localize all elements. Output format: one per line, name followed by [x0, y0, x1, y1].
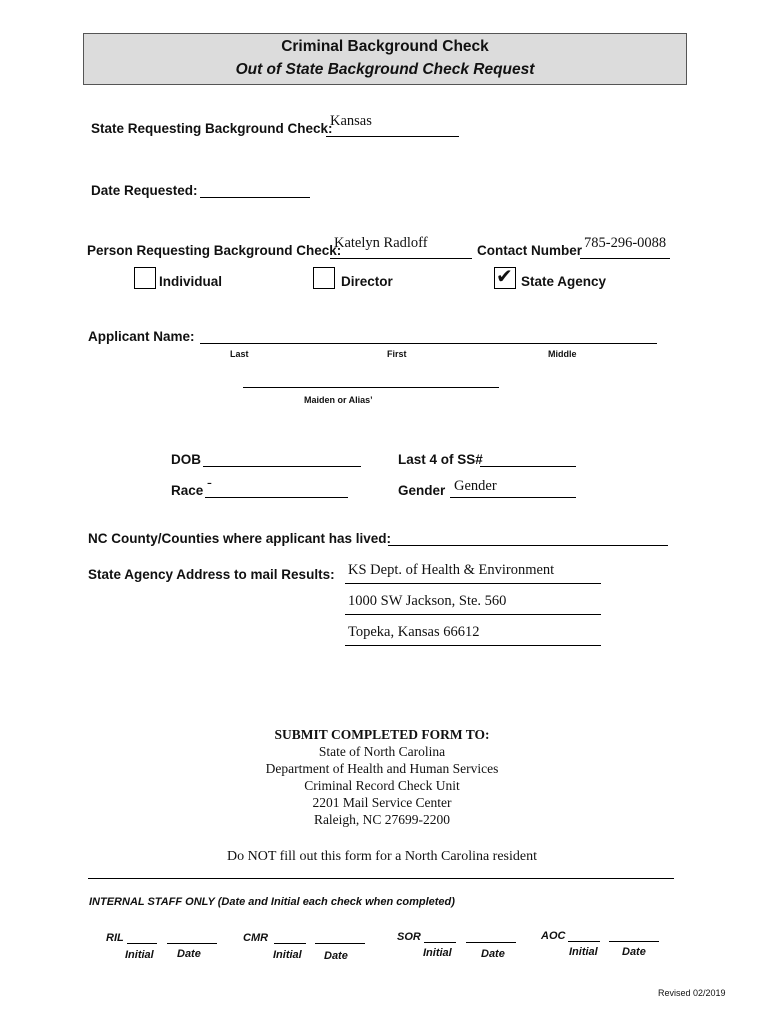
- sor-initial-line: [424, 942, 456, 943]
- individual-checkbox[interactable]: [134, 267, 156, 289]
- race-label: Race: [171, 483, 204, 498]
- submit-line: Department of Health and Human Services: [265, 761, 499, 776]
- county-label: NC County/Counties where applicant has lived:: [88, 531, 392, 546]
- submit-block: [180, 726, 584, 828]
- race-line: [205, 497, 348, 498]
- revised-date: Revised 02/2019: [658, 988, 726, 998]
- gender-value[interactable]: Gender: [454, 478, 497, 494]
- state-requesting-value[interactable]: Kansas: [330, 113, 372, 129]
- contact-number-label: Contact Number: [477, 243, 583, 258]
- maiden-alias-line: [243, 387, 499, 388]
- submit-heading: SUBMIT COMPLETED FORM TO:: [274, 727, 490, 742]
- check-code-ril: RIL: [106, 932, 124, 944]
- dob-line: [203, 466, 361, 467]
- ssn-label: Last 4 of SS#: [398, 452, 483, 467]
- submit-line: Criminal Record Check Unit: [304, 778, 460, 793]
- form-subtitle: Out of State Background Check Request: [235, 61, 535, 78]
- sor-date-label: Date: [481, 948, 505, 960]
- county-line: [388, 545, 668, 546]
- cmr-date-label: Date: [324, 950, 348, 962]
- name-sublabel-first: First: [387, 349, 407, 359]
- divider-line: [88, 878, 674, 879]
- person-requesting-value[interactable]: Katelyn Radloff: [334, 235, 428, 251]
- check-code-aoc: AOC: [541, 930, 566, 942]
- state-agency-label: State Agency: [521, 274, 607, 289]
- state-requesting-line: [326, 136, 459, 137]
- check-code-sor: SOR: [397, 931, 421, 943]
- agency-address-line-2[interactable]: 1000 SW Jackson, Ste. 560: [348, 593, 507, 609]
- ril-initial-label: Initial: [125, 949, 154, 961]
- applicant-name-label: Applicant Name:: [88, 329, 195, 344]
- ril-date-line: [167, 943, 217, 944]
- header-box: [83, 33, 687, 85]
- internal-heading: INTERNAL STAFF ONLY (Date and Initial each check when completed): [89, 896, 455, 908]
- gender-line: [450, 497, 576, 498]
- submit-line: Raleigh, NC 27699-2200: [313, 812, 451, 827]
- date-requested-label: Date Requested:: [91, 183, 198, 198]
- sor-date-line: [466, 942, 516, 943]
- contact-number-value[interactable]: 785-296-0088: [584, 235, 667, 251]
- director-checkbox[interactable]: [313, 267, 335, 289]
- agency-address-rule-3: [345, 645, 601, 646]
- check-code-cmr: CMR: [243, 932, 269, 944]
- resident-note: Do NOT fill out this form for a North Carolina resident: [226, 849, 538, 864]
- submit-line: 2201 Mail Service Center: [312, 795, 452, 810]
- aoc-date-line: [609, 941, 659, 942]
- aoc-date-label: Date: [622, 946, 646, 958]
- agency-address-rule-2: [345, 614, 601, 615]
- ril-initial-line: [127, 943, 157, 944]
- agency-address-line-1[interactable]: KS Dept. of Health & Environment: [348, 562, 555, 578]
- agency-address-label: State Agency Address to mail Results:: [88, 567, 335, 582]
- cmr-initial-label: Initial: [273, 949, 302, 961]
- aoc-initial-line: [568, 941, 600, 942]
- contact-number-line: [580, 258, 670, 259]
- check-icon: ✔: [496, 264, 513, 288]
- director-label: Director: [341, 274, 393, 289]
- person-requesting-label: Person Requesting Background Check:: [87, 243, 342, 258]
- dob-label: DOB: [171, 452, 201, 467]
- maiden-alias-label: Maiden or Alias’: [304, 395, 373, 405]
- individual-label: Individual: [159, 274, 223, 289]
- date-requested-line: [200, 197, 310, 198]
- ril-date-label: Date: [177, 948, 201, 960]
- name-sublabel-middle: Middle: [548, 349, 577, 359]
- aoc-initial-label: Initial: [569, 946, 598, 958]
- person-requesting-line: [330, 258, 472, 259]
- sor-initial-label: Initial: [423, 947, 452, 959]
- applicant-name-line: [200, 343, 657, 344]
- agency-address-line-3[interactable]: Topeka, Kansas 66612: [348, 624, 480, 640]
- state-requesting-label: State Requesting Background Check:: [91, 121, 333, 136]
- form-title: Criminal Background Check: [281, 38, 489, 55]
- cmr-initial-line: [274, 943, 306, 944]
- ssn-line: [480, 466, 576, 467]
- state-agency-checkbox[interactable]: [494, 264, 516, 289]
- race-value[interactable]: -: [207, 475, 212, 491]
- cmr-date-line: [315, 943, 365, 944]
- submit-line: State of North Carolina: [318, 744, 446, 759]
- agency-address-rule-1: [345, 583, 601, 584]
- name-sublabel-last: Last: [230, 349, 249, 359]
- gender-label: Gender: [398, 483, 446, 498]
